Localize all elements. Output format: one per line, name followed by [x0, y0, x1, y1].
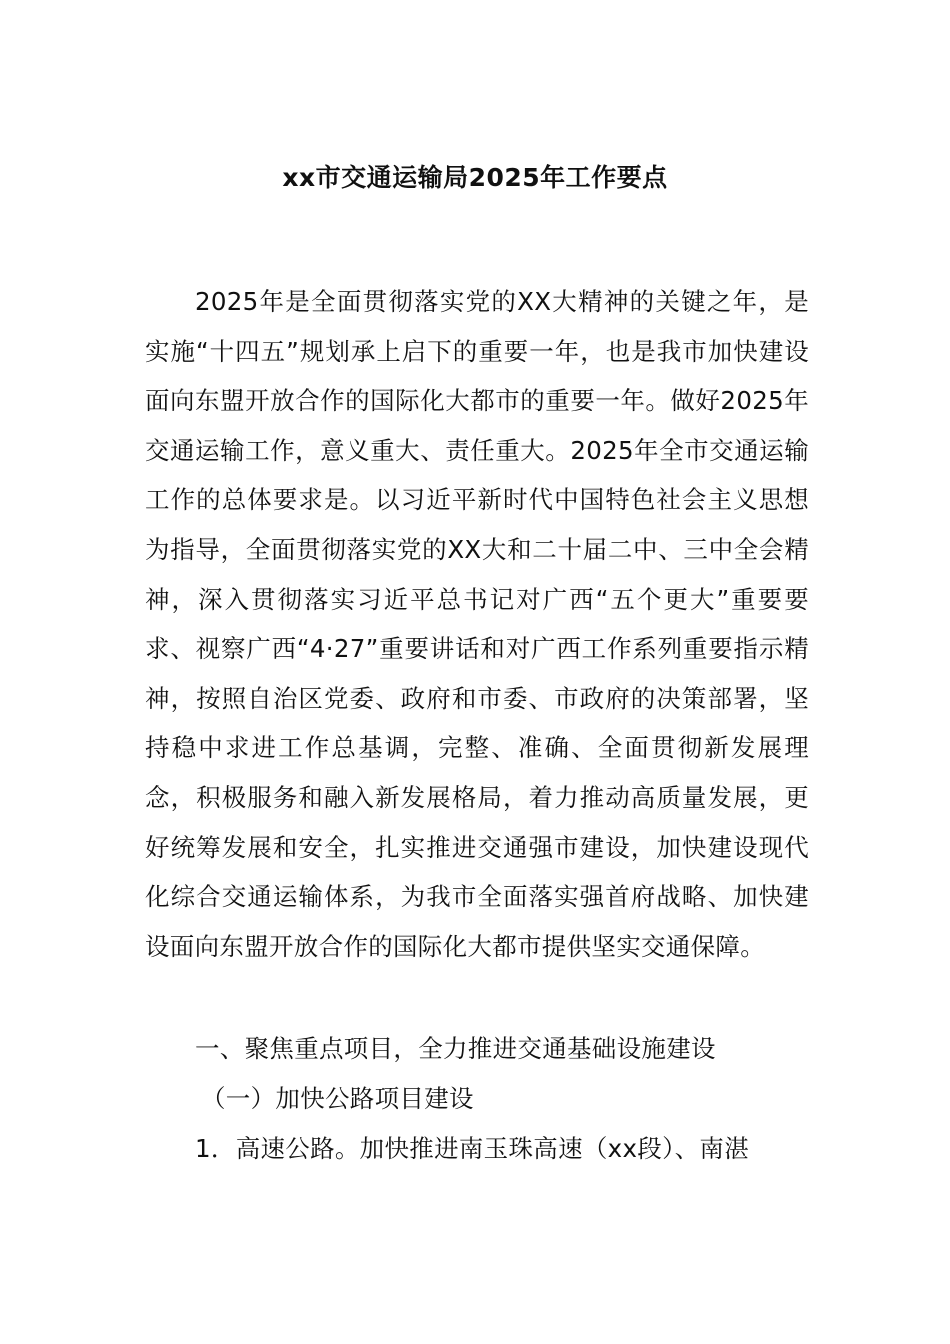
intro-paragraph: 2025年是全面贯彻落实党的XX大精神的关键之年，是实施“十四五”规划承上启下的重要一年，也是我市加快建设面向东盟开放合作的国际化大都市的重要一年。做好2025年交通运输工作，意义重大、责任重大。2025年全市交通运输工作的总体要求是。以习近平新时代中国特色社会主义思想为指导，全面贯彻落实党的XX大和二十届二中、三中全会精神，深入贯彻落实习近平总书记对广西“五个更大”重要要求、视察广西“4·27”重要讲话和对广西工作系列重要指示精神，按照自治区党委、政府和市委、市政府的决策部署，坚持稳中求进工作总基调，完整、准确、全面贯彻新发展理念，积极服务和融入新发展格局，着力推动高质量发展，更好统筹发展和安全，扎实推进交通强市建设，加快建设现代化综合交通运输体系，为我市全面落实强首府战略、加快建设面向东盟开放合作的国际化大都市提供坚实交通保障。	[145, 287, 809, 961]
subsection-heading: （一）加快公路项目建设	[201, 1084, 474, 1113]
list-item-highway: 1．高速公路。加快推进南玉珠高速（xx段）、南湛	[195, 1134, 750, 1163]
section-heading: 一、聚焦重点项目，全力推进交通基础设施建设	[195, 1034, 716, 1063]
document-title: xx市交通运输局2025年工作要点	[282, 163, 668, 192]
